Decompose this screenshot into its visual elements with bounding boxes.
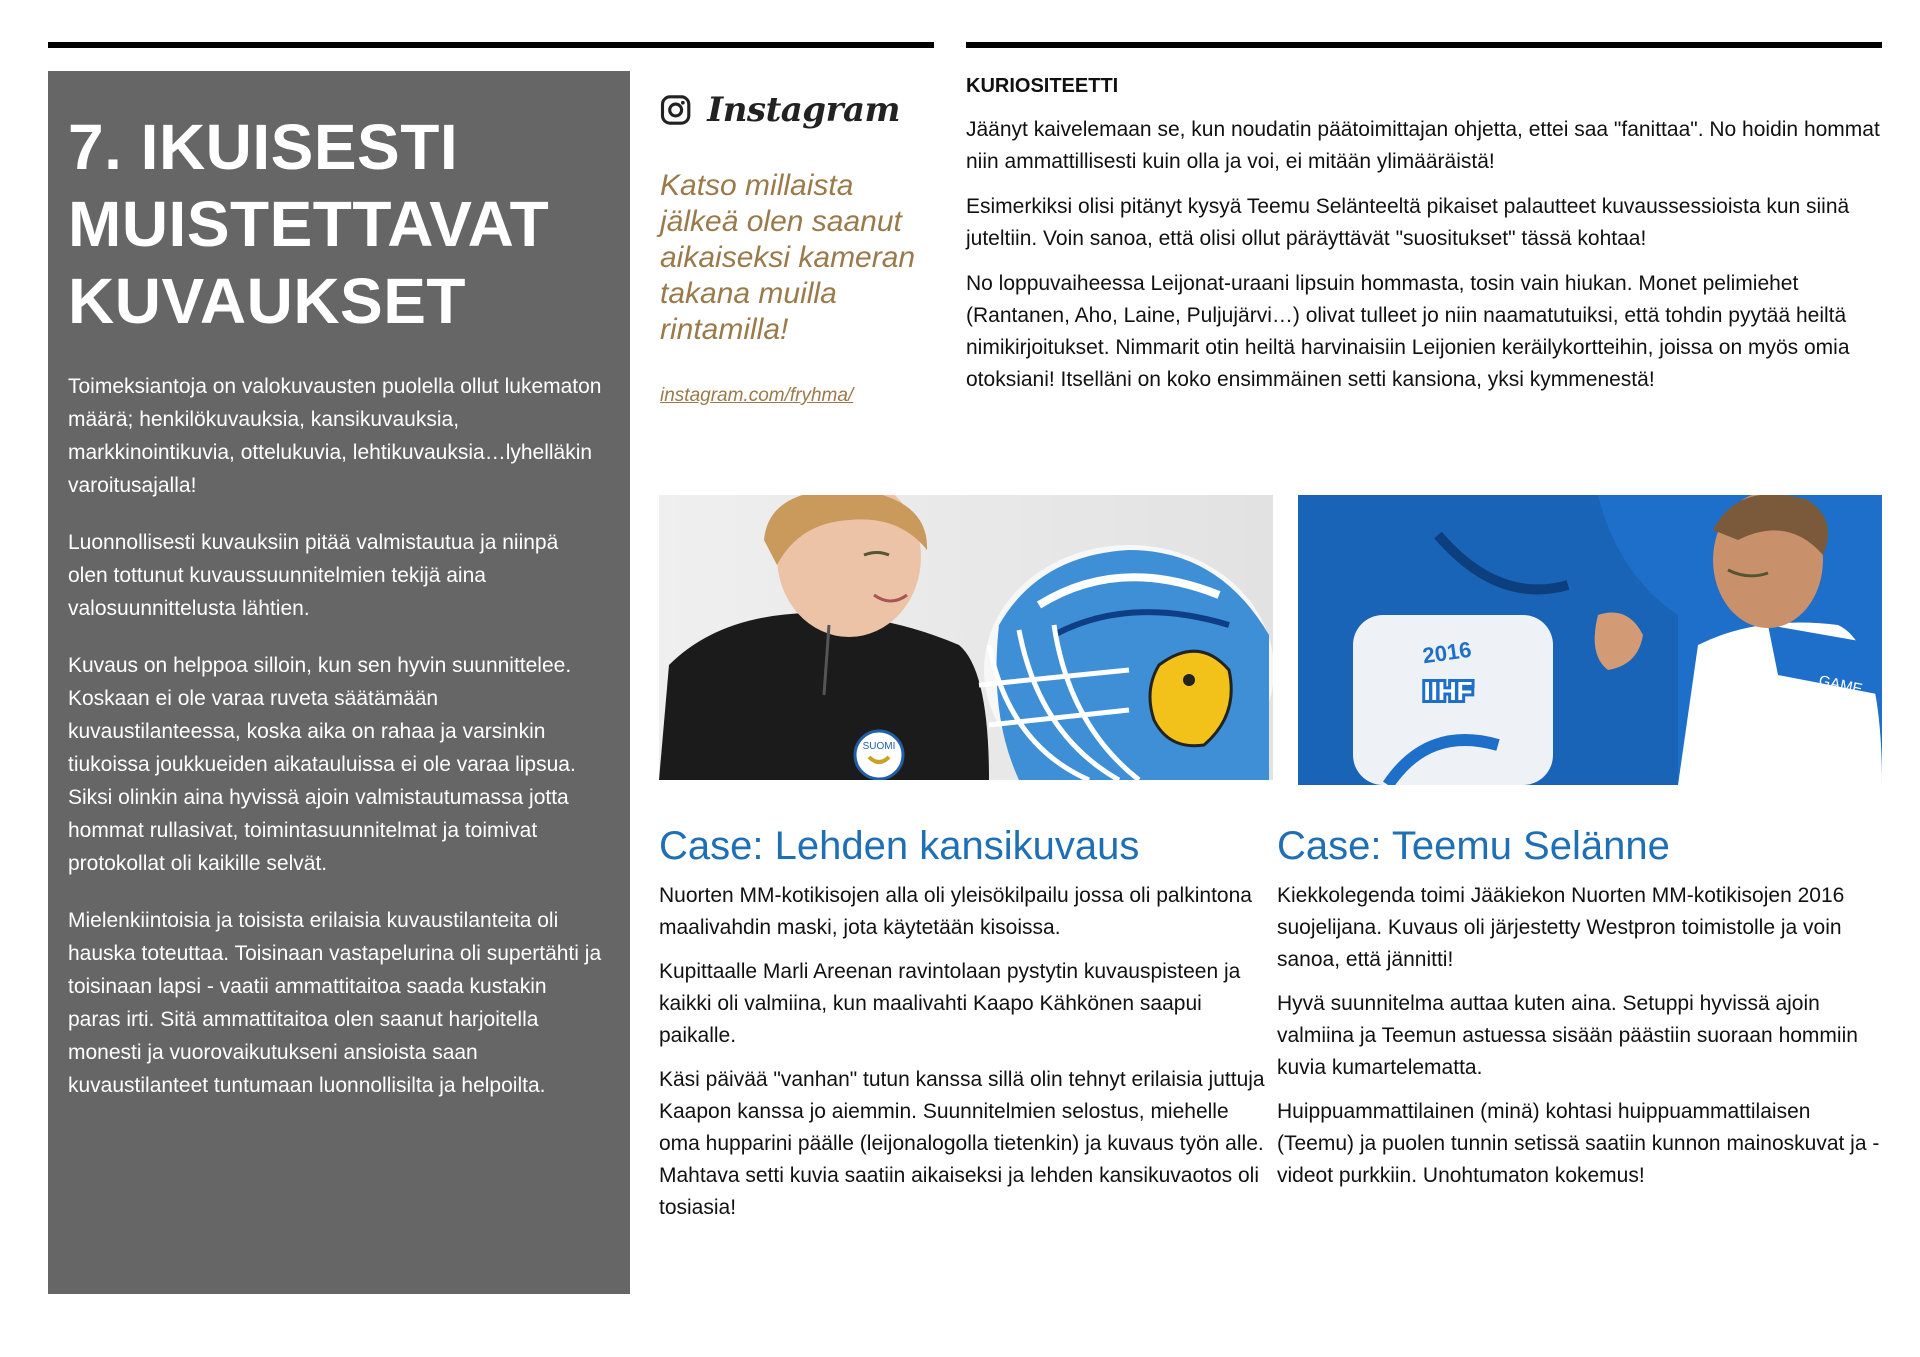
case-magazine-cover: [659, 822, 1273, 1236]
tagline-line: Katso millaista: [660, 169, 854, 202]
section-heading: [68, 109, 602, 340]
jersey-text: SUOMI: [862, 741, 896, 752]
selanne-illustration: [1298, 495, 1882, 785]
instagram-link[interactable]: instagram.com/fryhma/: [660, 385, 854, 406]
case-paragraph: Kiekkolegenda toimi Jääkiekon Nuorten MM-kotikisojen 2016 suojelijana. Kuvaus oli järjestetty Westpron toimistolle ja voin sanoa, että jännitti!: [1277, 884, 1845, 971]
sidebar-panel: [48, 71, 630, 1294]
instagram-logo[interactable]: [660, 82, 900, 138]
sidebar-paragraph: Toimeksiantoja on valokuvausten puolella ollut lukematon määrä; henkilökuvauksia, kansikuvauksia, markkinointikuvia, ottelukuvia, lehtikuvauksia…lyhelläkin varoitusajalla!: [68, 375, 602, 497]
shirt-text: GAME: [1817, 672, 1864, 699]
top-rule-right: [966, 42, 1882, 48]
case-paragraph: Kupittaalle Marli Areenan ravintolaan pystytin kuvauspisteen ja kaikki oli valmiina, kun maalivahti Kaapo Kähkönen saapui paikalle.: [659, 960, 1241, 1047]
heading-line: 7. IKUISESTI: [68, 111, 459, 183]
sidebar-paragraph: Kuvaus on helppoa silloin, kun sen hyvin suunnittelee. Koskaan ei ole varaa ruveta säätämään kuvaustilanteessa, koska aika on rahaa ja varsinkin tiukoissa joukkueiden aikatauluissa ei ole varaa lipsua. Siksi olinkin aina hyvissä ajoin valmistautumassa jotta hommat rullasivat, toimintasuunnitelmat ja toimivat protokollat oli kaikille selvät.: [68, 654, 576, 875]
case-teemu-selanne: [1277, 822, 1882, 1204]
case-paragraph: Käsi päivää "vanhan" tutun kanssa sillä olin tehnyt erilaisia juttuja Kaapon kanssa jo aiemmin. Suunnitelmien selostus, miehelle oma hupparini päälle (leijonalogolla tietenkin) ja kuvaus työn alle. Mahtava setti kuvia saatiin aikaiseksi ja lehden kansikuvaotos oli tosiasia!: [659, 1068, 1265, 1219]
curiosities-section: [966, 72, 1882, 409]
tagline-line: takana muilla: [660, 277, 837, 310]
instagram-icon: [660, 85, 691, 135]
curiosities-title: KURIOSITEETTI: [966, 75, 1119, 97]
tagline-line: jälkeä olen saanut: [660, 205, 902, 238]
selanne-photo: [1298, 495, 1882, 785]
goalie-illustration: [659, 495, 1273, 780]
sidebar-paragraph: Mielenkiintoisia ja toisista erilaisia kuvaustilanteita oli hauska toteuttaa. Toisinaan vastapelurina oli supertähti ja toisinaan lapsi - vaatii ammattitaitoa saada kustakin paras irti. Sitä ammattitaitoa olen saanut harjoitella monesti ja vuorovaikutukseni ansioista saan kuvaustilanteet tuntumaan luonnollisilta ja helpoilta.: [68, 909, 602, 1097]
heading-line: MUISTETTAVAT: [68, 188, 550, 260]
curiosities-paragraph: Esimerkiksi olisi pitänyt kysyä Teemu Selänteeltä pikaiset palautteet kuvaussessioista kun siinä juteltiin. Voin sanoa, että olisi ollut päräyttävät "suositukset" tässä kohtaa!: [966, 195, 1850, 250]
curiosities-paragraph: No loppuvaiheessa Leijonat-uraani lipsuin hommasta, tosin vain hiukan. Monet pelimiehet (Rantanen, Aho, Laine, Puljujärvi…) olivat tulleet jo niin naamatutuiksi, että tohdin pyytää heiltä nimikirjoitukset. Nimmarit otin heiltä harvinaisiin Leijonien keräilykortteihin, joissa on myös omia otoksiani! Itselläni on koko ensimmäinen setti kansiona, yksi kymmenestä!: [966, 272, 1850, 391]
case-paragraph: Huippuammattilainen (minä) kohtasi huippuammattilaisen (Teemu) ja puolen tunnin setissä saatiin kunnon mainoskuvat ja -videot purkkiin. Unohtumaton kokemus!: [1277, 1100, 1880, 1187]
top-rule-left: [48, 42, 934, 48]
badge-year: 2016: [1420, 636, 1473, 669]
heading-line: KUVAUKSET: [68, 265, 466, 337]
case-title: Case: Teemu Selänne: [1277, 824, 1670, 868]
instagram-tagline: [660, 168, 930, 348]
badge-org: IIHF: [1423, 676, 1473, 706]
case-paragraph: Hyvä suunnitelma auttaa kuten aina. Setuppi hyvissä ajoin valmiina ja Teemun astuessa sisään päästiin suoraan hommiin kuvia kumartelematta.: [1277, 992, 1858, 1079]
case-paragraph: Nuorten MM-kotikisojen alla oli yleisökilpailu jossa oli palkintona maalivahdin maski, jota käytetään kisoissa.: [659, 884, 1252, 939]
instagram-wordmark: Instagram: [707, 90, 900, 130]
curiosities-paragraph: Jäänyt kaivelemaan se, kun noudatin päätoimittajan ohjetta, ettei saa "fanittaa". No hoidin hommat niin ammattillisesti kuin olla ja voi, ei mitään ylimääräistä!: [966, 118, 1880, 173]
case-title: Case: Lehden kansikuvaus: [659, 824, 1140, 868]
goalie-photo: [659, 495, 1273, 780]
sidebar-paragraph: Luonnollisesti kuvauksiin pitää valmistautua ja niinpä olen tottunut kuvaussuunnitelmien tekijä aina valosuunnittelusta lähtien.: [68, 531, 559, 620]
tagline-line: aikaiseksi kameran: [660, 241, 916, 274]
tagline-line: rintamilla!: [660, 313, 789, 346]
